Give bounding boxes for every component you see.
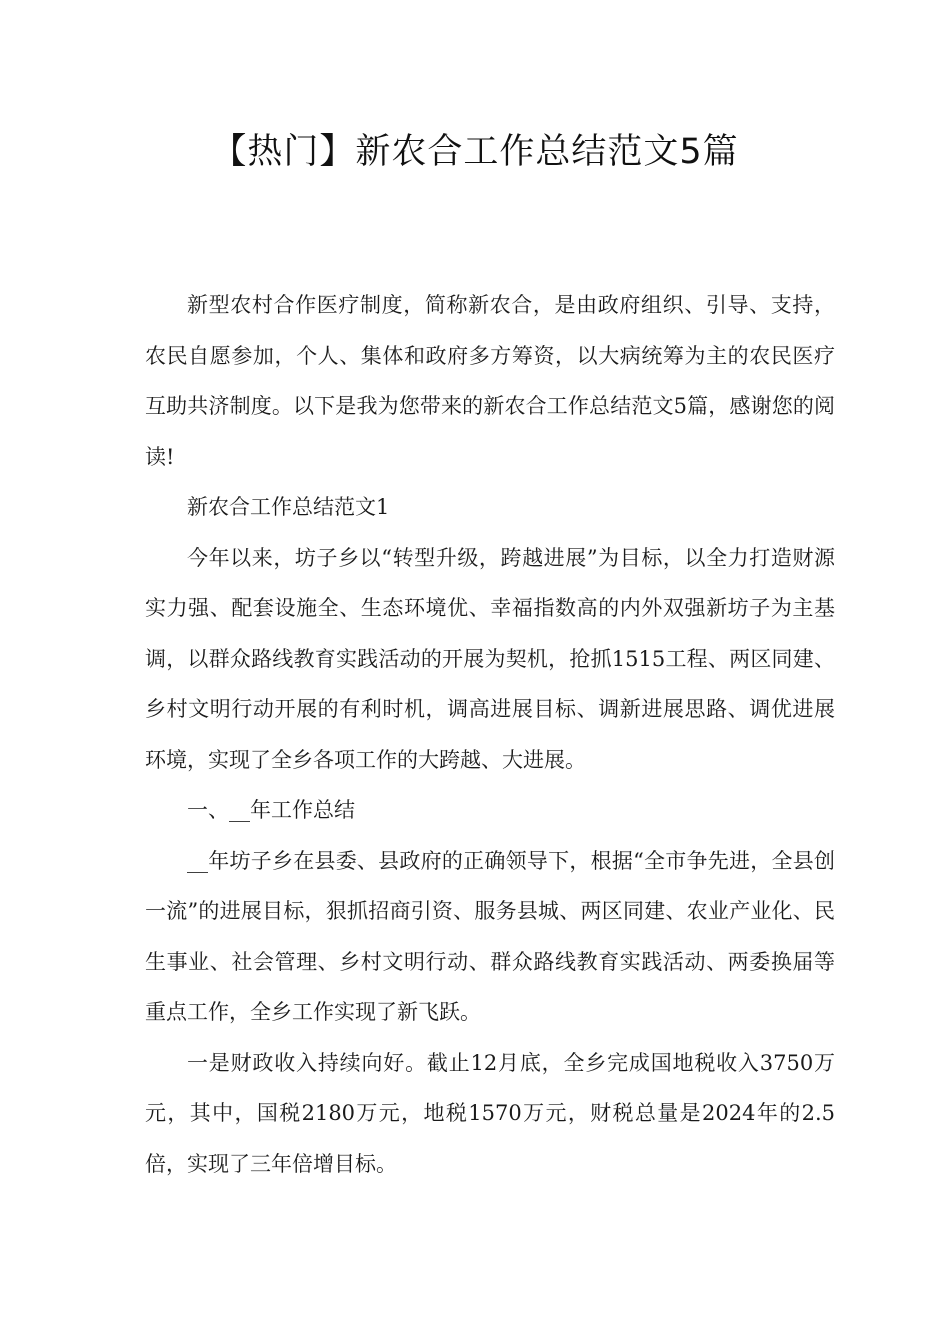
body-paragraph: 今年以来，坊子乡以“转型升级，跨越进展”为目标，以全力打造财源实力强、配套设施全、生态环境优、幸福指数高的内外双强新坊子为主基调，以群众路线教育实践活动的开展为契机，抢抓1515工程、两区同建、乡村文明行动开展的有利时机，调高进展目标、调新进展思路、调优进展环境，实现了全乡各项工作的大跨越、大进展。 (145, 545, 835, 772)
body-paragraph: __年坊子乡在县委、县政府的正确领导下，根据“全市争先进，全县创一流”的进展目标，狠抓招商引资、服务县城、两区同建、农业产业化、民生事业、社会管理、乡村文明行动、群众路线教育实践活动、两委换届等重点工作，全乡工作实现了新飞跃。 (145, 848, 835, 1024)
document-body (145, 280, 835, 1189)
body-paragraph: 一是财政收入持续向好。截止12月底，全乡完成国地税收入3750万元，其中，国税2180万元，地税1570万元，财税总量是2024年的2.5倍，实现了三年倍增目标。 (145, 1050, 835, 1176)
intro-paragraph: 新型农村合作医疗制度，简称新农合，是由政府组织、引导、支持，农民自愿参加，个人、集体和政府多方筹资，以大病统筹为主的农民医疗互助共济制度。以下是我为您带来的新农合工作总结范文5篇，感谢您的阅读! (145, 293, 835, 469)
document-title: 【热门】新农合工作总结范文5篇 (211, 132, 739, 172)
section-heading-sample-1: 新农合工作总结范文1 (187, 495, 390, 519)
section-heading-annual-summary: 一、__年工作总结 (187, 798, 355, 822)
